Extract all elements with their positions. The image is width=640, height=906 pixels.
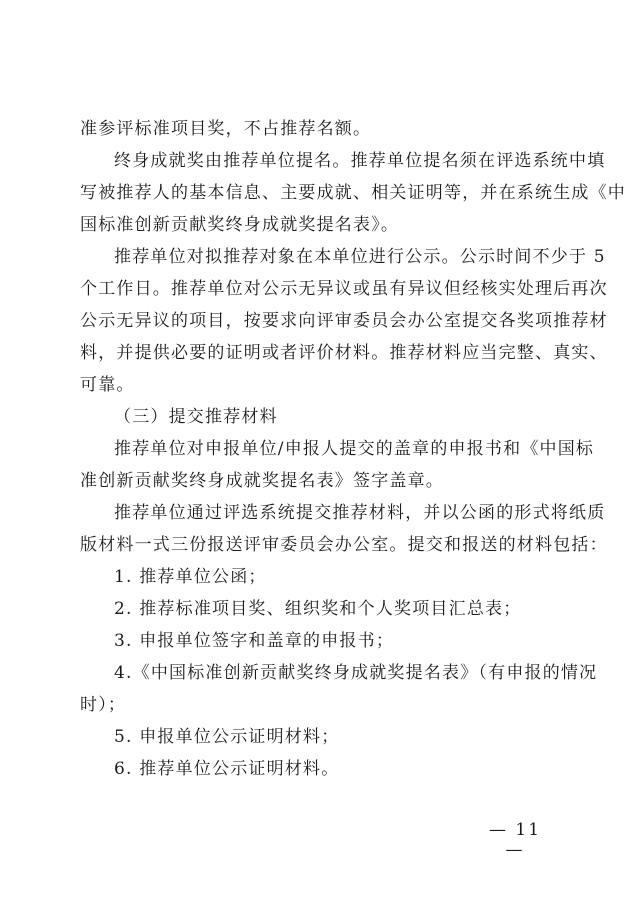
list-item: 4.《中国标准创新贡献奖终身成就奖提名表》（有申报的情况 [114,663,598,683]
paragraph-line: 版材料一式三份报送评审委员会办公室。提交和报送的材料包括： [80,535,608,555]
section-heading: （三）提交推荐材料 [114,407,278,427]
list-item: 5. 申报单位公示证明材料； [114,727,340,747]
list-item-continuation: 时）； [80,695,127,715]
paragraph-line: 推荐单位对拟推荐对象在本单位进行公示。公示时间不少于 5 [114,247,606,267]
paragraph-line: 准创新贡献奖终身成就奖提名表》签字盖章。 [80,471,444,491]
list-item: 3. 申报单位签字和盖章的申报书； [114,631,395,651]
paragraph-line: 可靠。 [80,375,135,395]
paragraph-line: 公示无异议的项目，按要求向评审委员会办公室提交各奖项推荐材 [80,311,608,331]
paragraph-line: 料，并提供必要的证明或者评价材料。推荐材料应当完整、真实、 [80,343,608,363]
paragraph-line: 准参评标准项目奖，不占推荐名额。 [80,119,372,139]
paragraph-line: 推荐单位通过评选系统提交推荐材料，并以公函的形式将纸质 [114,503,606,523]
list-item: 2. 推荐标准项目奖、组织奖和个人奖项目汇总表； [114,599,522,619]
list-item: 6. 推荐单位公示证明材料。 [114,759,340,779]
paragraph-line: 国标准创新贡献奖终身成就奖提名表》。 [80,215,400,235]
paragraph-line: 终身成就奖由推荐单位提名。推荐单位提名须在评选系统中填 [114,151,606,171]
page-number: — 11 — [488,820,542,860]
list-item: 1. 推荐单位公函； [114,567,267,587]
paragraph-line: 推荐单位对申报单位/申报人提交的盖章的申报书和《中国标 [114,439,595,459]
paragraph-line: 个工作日。推荐单位对公示无异议或虽有异议但经核实处理后再次 [80,279,608,299]
paragraph-line: 写被推荐人的基本信息、主要成就、相关证明等，并在系统生成《中 [80,183,626,203]
